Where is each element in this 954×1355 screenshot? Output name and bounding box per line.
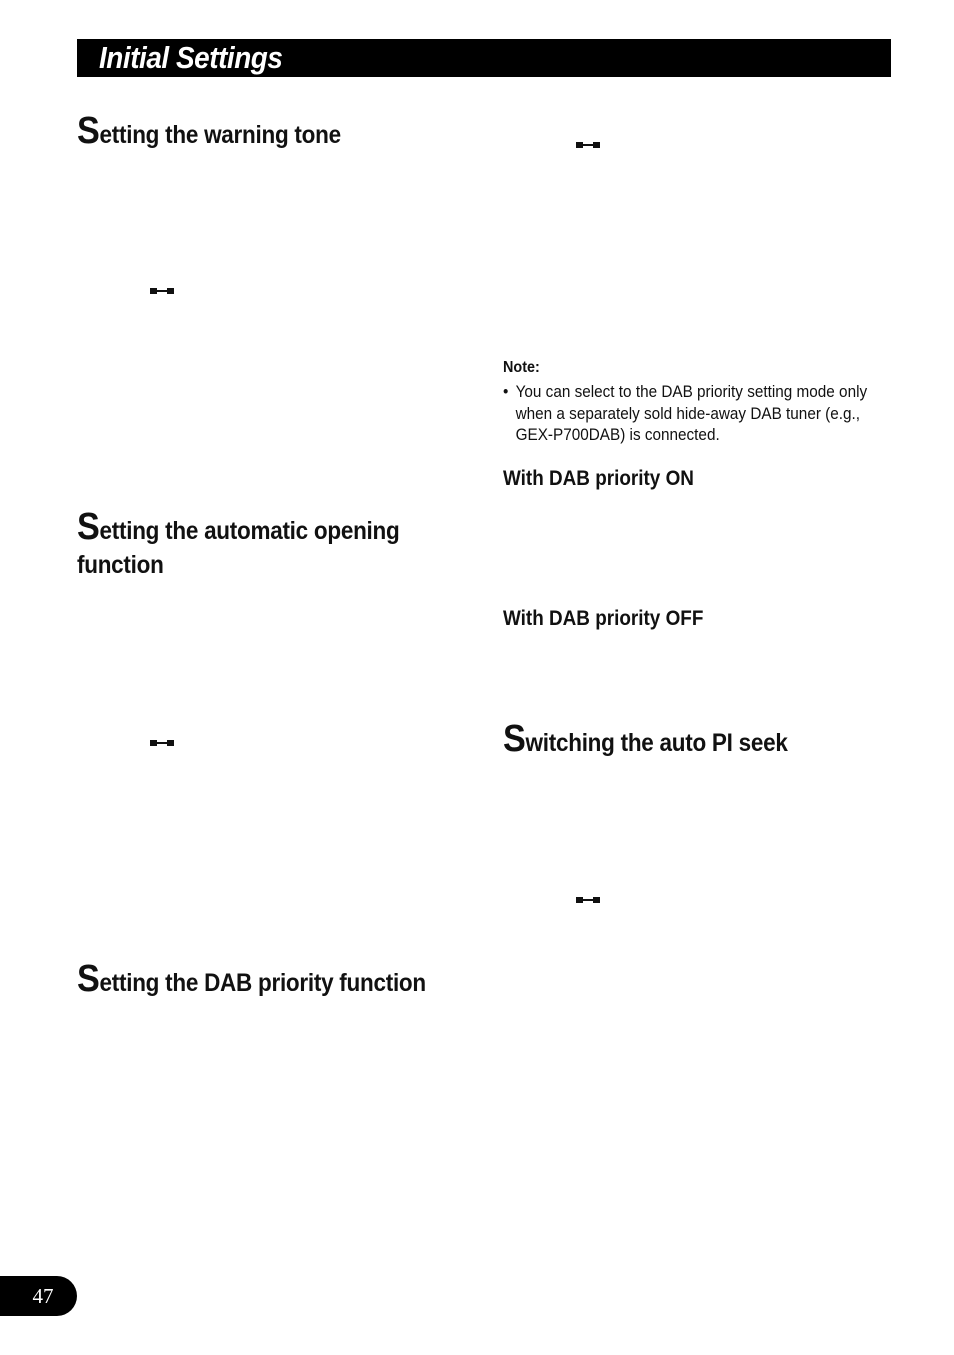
page-number-tab	[0, 1276, 77, 1316]
heading-initial: S	[77, 506, 100, 548]
heading-text: etting the DAB priority function	[99, 969, 426, 997]
heading-initial: S	[77, 958, 100, 1000]
key-icon	[150, 738, 174, 746]
page-number: 47	[32, 1284, 54, 1308]
heading-initial: S	[77, 110, 100, 152]
subheading-with-dab-off: With DAB priority OFF	[503, 607, 704, 630]
heading-warning-tone	[77, 110, 341, 152]
bullet: •	[503, 382, 509, 401]
heading-text: etting the warning tone	[99, 121, 341, 149]
note-item	[503, 381, 872, 446]
section-banner	[77, 39, 891, 77]
key-icon	[150, 286, 174, 294]
heading-text: etting the automatic opening	[99, 517, 400, 545]
heading-dab-priority	[77, 958, 426, 1000]
key-icon	[576, 895, 600, 903]
note-label: Note:	[503, 359, 540, 376]
heading-text-line2: function	[77, 551, 164, 579]
heading-auto-opening	[77, 506, 400, 582]
heading-text: witching the auto PI seek	[525, 729, 788, 757]
key-icon	[576, 140, 600, 148]
note-text: You can select to the DAB priority setting mode only when a separately sold hide-away DAB tuner (e.g., GEX-P700DAB) is connected.	[515, 382, 868, 444]
section-title: Initial Settings	[99, 40, 283, 75]
heading-initial: S	[503, 718, 526, 760]
heading-auto-pi-seek	[503, 718, 788, 760]
subheading-with-dab-on: With DAB priority ON	[503, 467, 694, 490]
